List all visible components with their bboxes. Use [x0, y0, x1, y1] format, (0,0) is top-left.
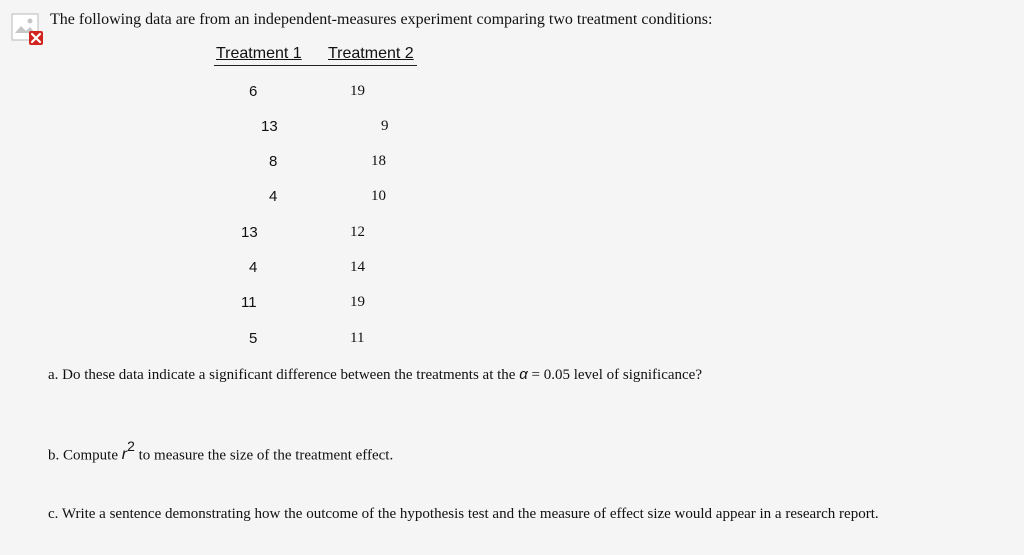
- alpha-symbol: α: [519, 366, 528, 383]
- intro-text: The following data are from an independent-measures experiment comparing two treatment conditions:: [50, 11, 713, 28]
- t2-value-1: 19: [350, 83, 365, 99]
- question-c: c. Write a sentence demonstrating how the outcome of the hypothesis test and the measure of effect size would appear in a research report.: [48, 506, 879, 522]
- r-squared-symbol: [121, 438, 135, 464]
- question-b: [48, 440, 393, 464]
- t1-value-1: 6: [249, 83, 258, 100]
- t1-value-3: 8: [269, 153, 278, 170]
- t1-value-7: 11: [241, 294, 257, 311]
- r-variable: r: [121, 446, 128, 464]
- header-underline: [214, 65, 417, 66]
- question-b-text-after: to measure the size of the treatment effect.: [134, 447, 394, 464]
- r-exponent: 2: [127, 438, 135, 454]
- question-b-text-before: b. Compute: [48, 447, 122, 464]
- header-treatment-2: Treatment 2: [328, 45, 414, 62]
- question-a: [48, 366, 702, 384]
- question-a-text-after: = 0.05 level of significance?: [527, 367, 702, 383]
- question-a-text-before: a. Do these data indicate a significant difference between the treatments at the: [48, 367, 520, 383]
- t2-value-7: 19: [350, 294, 365, 310]
- t2-value-3: 18: [371, 153, 386, 169]
- t2-value-2: 9: [381, 118, 389, 134]
- t1-value-8: 5: [249, 330, 258, 347]
- t2-value-4: 10: [371, 188, 386, 204]
- header-treatment-1: Treatment 1: [216, 45, 302, 62]
- broken-image-icon: [10, 12, 46, 48]
- t2-value-8: 11: [350, 330, 365, 346]
- t1-value-6: 4: [249, 259, 258, 276]
- t1-value-5: 13: [241, 224, 258, 241]
- t2-value-6: 14: [350, 259, 365, 275]
- t1-value-4: 4: [269, 188, 278, 205]
- t1-value-2: 13: [261, 118, 278, 135]
- t2-value-5: 12: [350, 224, 365, 240]
